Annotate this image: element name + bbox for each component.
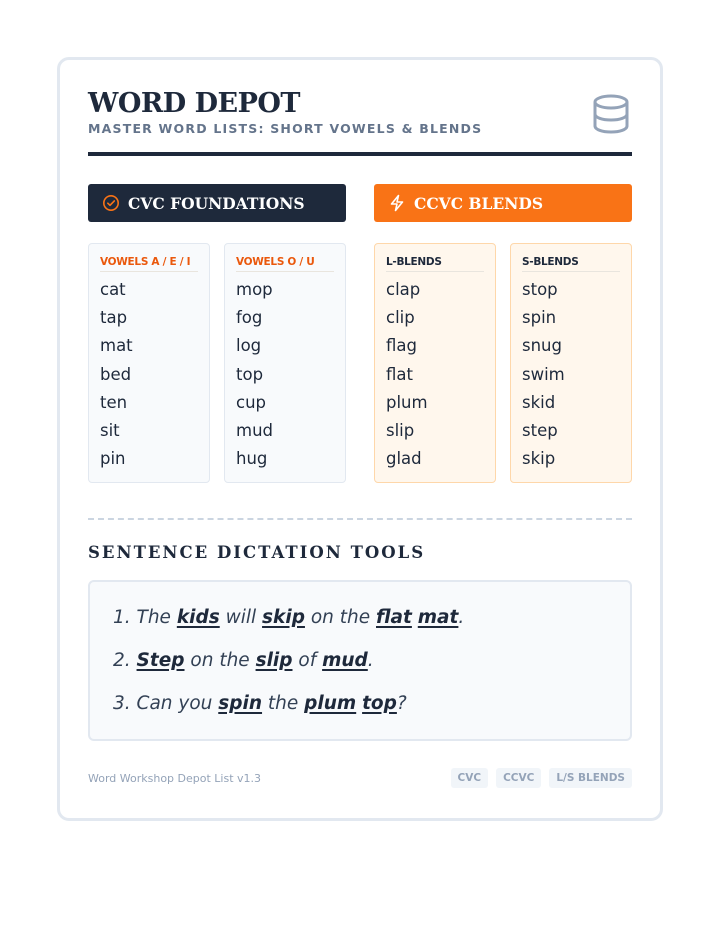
sentence-text: on the xyxy=(304,607,376,628)
word-item: spin xyxy=(522,308,557,328)
target-word: skip xyxy=(262,607,305,628)
word-item: flag xyxy=(386,336,417,356)
word-item: bed xyxy=(100,364,132,384)
target-word: flat xyxy=(376,607,412,628)
tag-badge: CVC xyxy=(451,768,489,788)
word-item: top xyxy=(236,364,264,384)
column-header: VOWELS O / U xyxy=(236,256,334,272)
column-header: L-BLENDS xyxy=(386,256,484,272)
word-item: mat xyxy=(100,336,133,356)
word-item: sit xyxy=(100,420,120,440)
word-list xyxy=(522,276,631,473)
sentence-text: of xyxy=(292,650,323,671)
word-item: plum xyxy=(386,392,428,412)
word-item: mop xyxy=(236,280,273,299)
word-item: swim xyxy=(522,364,565,384)
column-header: S-BLENDS xyxy=(522,256,620,272)
target-word: slip xyxy=(255,650,293,671)
check-circle-icon xyxy=(102,194,120,212)
tag-badge: L/S BLENDS xyxy=(549,768,632,788)
ccvc-section-header xyxy=(374,184,632,222)
word-item: skip xyxy=(522,449,556,469)
section-divider xyxy=(88,518,632,520)
footer-version: Word Workshop Depot List v1.3 xyxy=(88,772,262,785)
target-word: Step xyxy=(136,650,185,671)
dictation-title: SENTENCE DICTATION TOOLS xyxy=(88,543,426,562)
word-item: stop xyxy=(522,280,558,299)
sentence-text: 3. Can you xyxy=(113,693,219,714)
cvc-section-label: CVC FOUNDATIONS xyxy=(128,193,305,213)
sentence-text: on the xyxy=(184,650,256,671)
column-header: VOWELS A / E / I xyxy=(100,256,198,272)
word-item: mud xyxy=(236,420,274,440)
word-column-l-blends xyxy=(374,243,496,483)
ccvc-section-label: CCVC BLENDS xyxy=(414,193,544,213)
dictation-sentence xyxy=(113,600,630,643)
page-subtitle: MASTER WORD LISTS: SHORT VOWELS & BLENDS xyxy=(88,121,483,136)
word-item: log xyxy=(236,336,262,356)
sentence-text: 2. xyxy=(113,650,137,671)
word-item: flat xyxy=(386,364,413,384)
word-column-vowels-ou xyxy=(224,243,346,483)
sentence-text: the xyxy=(262,693,305,714)
word-item: pin xyxy=(100,449,126,469)
sentence-text: 1. The xyxy=(113,607,177,628)
word-item: clip xyxy=(386,308,415,328)
word-item: step xyxy=(522,420,558,440)
footer-tags xyxy=(451,768,632,788)
word-item: fog xyxy=(236,308,263,328)
tag-badge: CCVC xyxy=(496,768,541,788)
page-title: WORD DEPOT xyxy=(88,88,301,119)
word-item: skid xyxy=(522,392,556,412)
word-item: hug xyxy=(236,449,268,469)
sentence-text: . xyxy=(367,650,374,671)
dictation-sentence xyxy=(113,686,630,729)
dictation-sentence xyxy=(113,643,630,686)
target-word: plum xyxy=(304,693,357,714)
word-item: slip xyxy=(386,420,415,440)
target-word: top xyxy=(362,693,397,714)
word-column-s-blends xyxy=(510,243,632,483)
word-list xyxy=(100,276,209,473)
sentence-text: . xyxy=(458,607,465,628)
sentence-text: will xyxy=(219,607,263,628)
target-word: spin xyxy=(218,693,263,714)
word-item: glad xyxy=(386,449,422,469)
word-list xyxy=(236,276,345,473)
dictation-box xyxy=(88,580,632,741)
word-item: clap xyxy=(386,280,421,299)
word-item: ten xyxy=(100,392,128,412)
word-item: cup xyxy=(236,392,267,412)
word-list xyxy=(386,276,495,473)
sentence-text: ? xyxy=(396,693,407,714)
cvc-section-header xyxy=(88,184,346,222)
word-item: snug xyxy=(522,336,562,356)
word-item: cat xyxy=(100,280,126,299)
lightning-icon xyxy=(388,194,406,212)
target-word: kids xyxy=(176,607,220,628)
word-item: tap xyxy=(100,308,128,328)
word-column-vowels-aei xyxy=(88,243,210,483)
target-word: mat xyxy=(417,607,459,628)
target-word: mud xyxy=(322,650,368,671)
database-icon xyxy=(590,93,632,135)
header-rule xyxy=(88,152,632,156)
